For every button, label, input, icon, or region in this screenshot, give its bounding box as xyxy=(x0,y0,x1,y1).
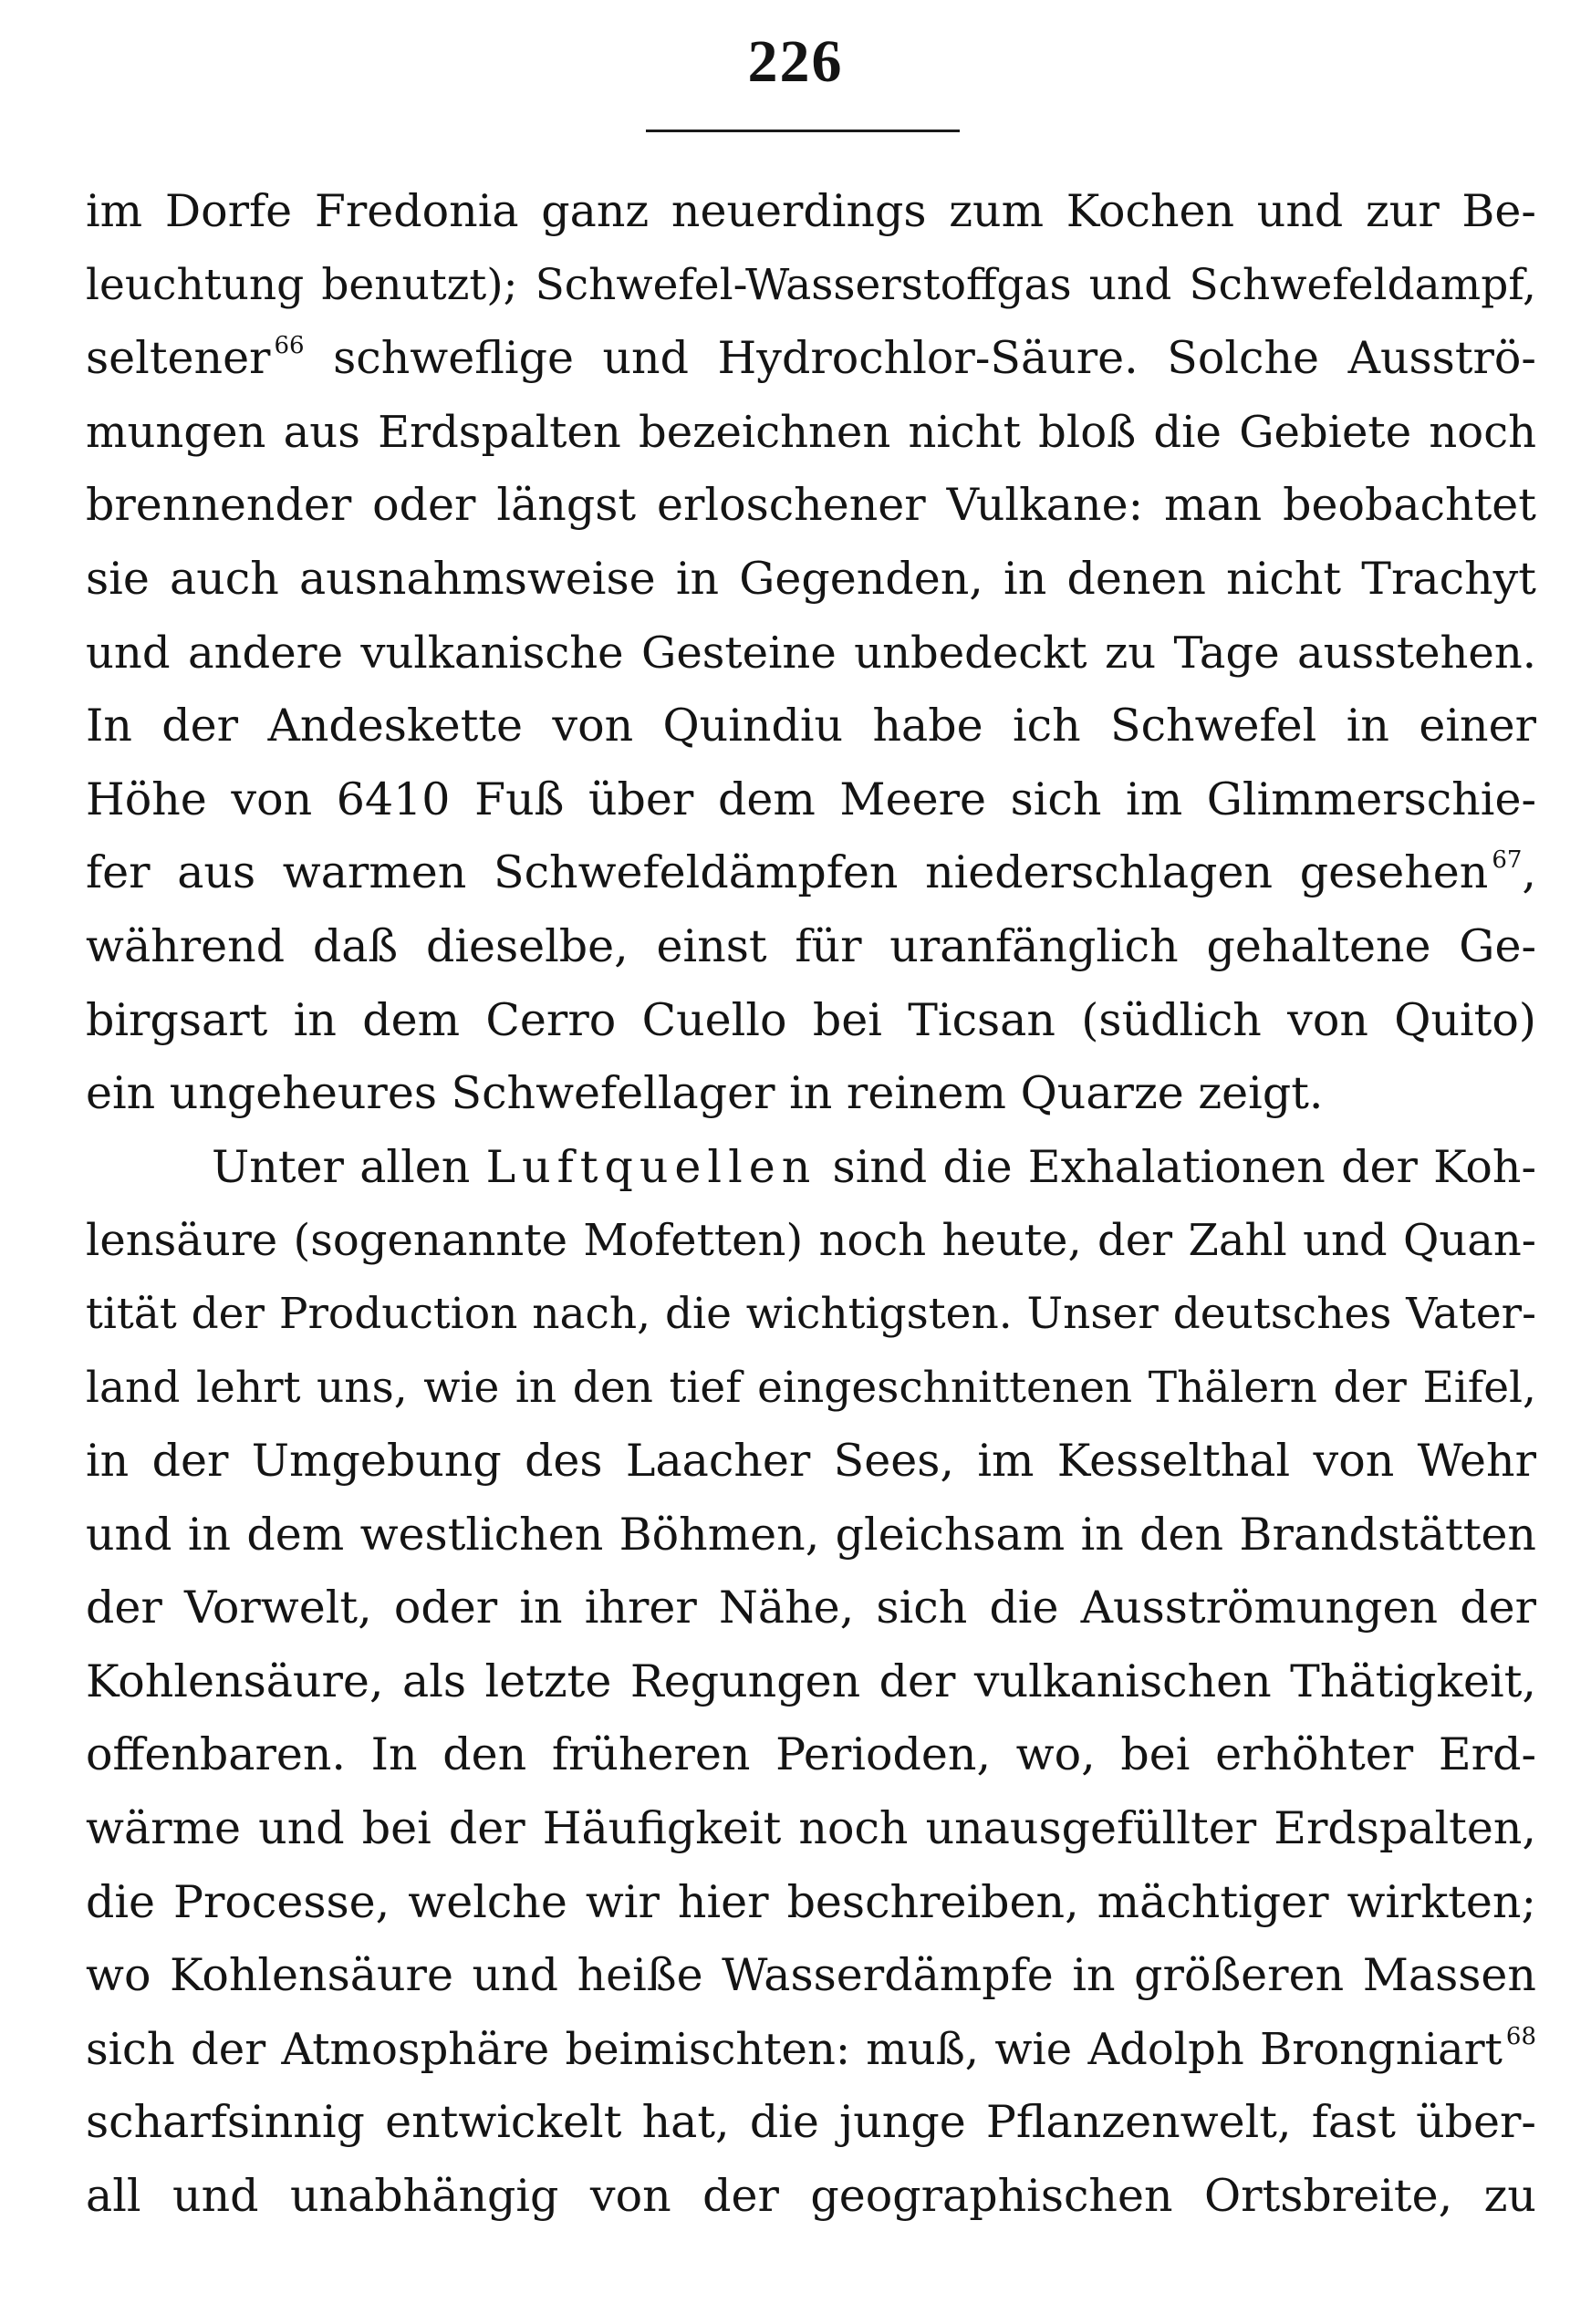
text-line: brennender oder längst erloschener Vulkane: man beobachtet xyxy=(86,479,1536,532)
header-rule xyxy=(646,130,960,132)
text-line xyxy=(86,322,1536,396)
text-line: sie auch ausnahmsweise in Gegenden, in denen nicht Trachyt xyxy=(86,552,1536,605)
footnote-marker: 67 xyxy=(1492,846,1523,875)
emphasized-term: Luftquellen xyxy=(485,1140,817,1193)
paragraph-1 xyxy=(86,175,1536,1131)
text-line: tität der Production nach, die wichtigsten. Unser deutsches Vater- xyxy=(86,1288,1536,1339)
text-line xyxy=(86,1131,1536,1205)
page-number: 226 xyxy=(747,28,844,95)
text-line: ein ungeheures Schwefellager in reinem Quarze zeigt. xyxy=(86,1067,1324,1120)
text-segment: sind die Exhalationen der Koh- xyxy=(816,1140,1536,1193)
text-line: lensäure (sogenannte Mofetten) noch heute, der Zahl und Quan- xyxy=(86,1215,1536,1267)
text-line: wo Kohlensäure und heiße Wasserdämpfe in größeren Massen xyxy=(86,1949,1536,2002)
text-line: offenbaren. In den früheren Perioden, wo, bei erhöhter Erd- xyxy=(86,1728,1536,1781)
text-line: und andere vulkanische Gesteine unbedeckt zu Tage ausstehen. xyxy=(86,627,1536,679)
text-segment: schweflige und Hydrochlor-Säure. Solche Ausströ- xyxy=(304,332,1536,385)
text-segment: fer aus warmen Schwefeldämpfen niederschlagen gesehen xyxy=(86,846,1489,899)
text-line: Höhe von 6410 Fuß über dem Meere sich im Glimmerschie- xyxy=(86,773,1536,825)
text-line: wärme und bei der Häufigkeit noch unausgefüllter Erdspalten, xyxy=(86,1802,1536,1855)
footnote-marker: 66 xyxy=(274,332,305,360)
text-line: leuchtung benutzt); Schwefel-Wasserstoffgas und Schwefeldampf, xyxy=(86,259,1536,310)
text-line: und in dem westlichen Böhmen, gleichsam in den Brandstätten xyxy=(86,1508,1536,1561)
paragraph-2 xyxy=(86,1131,1536,2234)
text-segment: seltener xyxy=(86,332,271,385)
text-line: im Dorfe Fredonia ganz neuerdings zum Kochen und zur Be- xyxy=(86,185,1536,237)
text-line: land lehrt uns, wie in den tief eingeschnittenen Thälern der Eifel, xyxy=(86,1362,1536,1413)
text-line: in der Umgebung des Laacher Sees, im Kesselthal von Wehr xyxy=(86,1435,1536,1488)
text-line: scharfsinnig entwickelt hat, die junge Pflanzenwelt, fast über- xyxy=(86,2096,1536,2149)
footnote-marker: 68 xyxy=(1505,2022,1536,2050)
text-segment: Unter allen xyxy=(212,1140,486,1193)
text-line: Kohlensäure, als letzte Regungen der vulkanischen Thätigkeit, xyxy=(86,1655,1536,1707)
text-line: der Vorwelt, oder in ihrer Nähe, sich die Ausströmungen der xyxy=(86,1582,1536,1634)
text-line: während daß dieselbe, einst für uranfänglich gehaltene Ge- xyxy=(86,919,1536,972)
text-segment: , xyxy=(1522,846,1536,899)
text-line: die Processe, welche wir hier beschreiben, mächtiger wirkten; xyxy=(86,1875,1536,1928)
text-line: mungen aus Erdspalten bezeichnen nicht bloß die Gebiete noch xyxy=(86,406,1536,458)
text-line xyxy=(86,836,1536,910)
text-line: all und unabhängig von der geographischen Ortsbreite, zu xyxy=(86,2170,1536,2223)
text-line: In der Andeskette von Quindiu habe ich Schwefel in einer xyxy=(86,700,1536,752)
body-text xyxy=(86,175,1536,2234)
text-line xyxy=(86,2013,1536,2087)
text-line: birgsart in dem Cerro Cuello bei Ticsan (südlich von Quito) xyxy=(86,993,1536,1046)
text-segment: sich der Atmosphäre beimischten: muß, wie Adolph Brongniart xyxy=(86,2023,1503,2075)
